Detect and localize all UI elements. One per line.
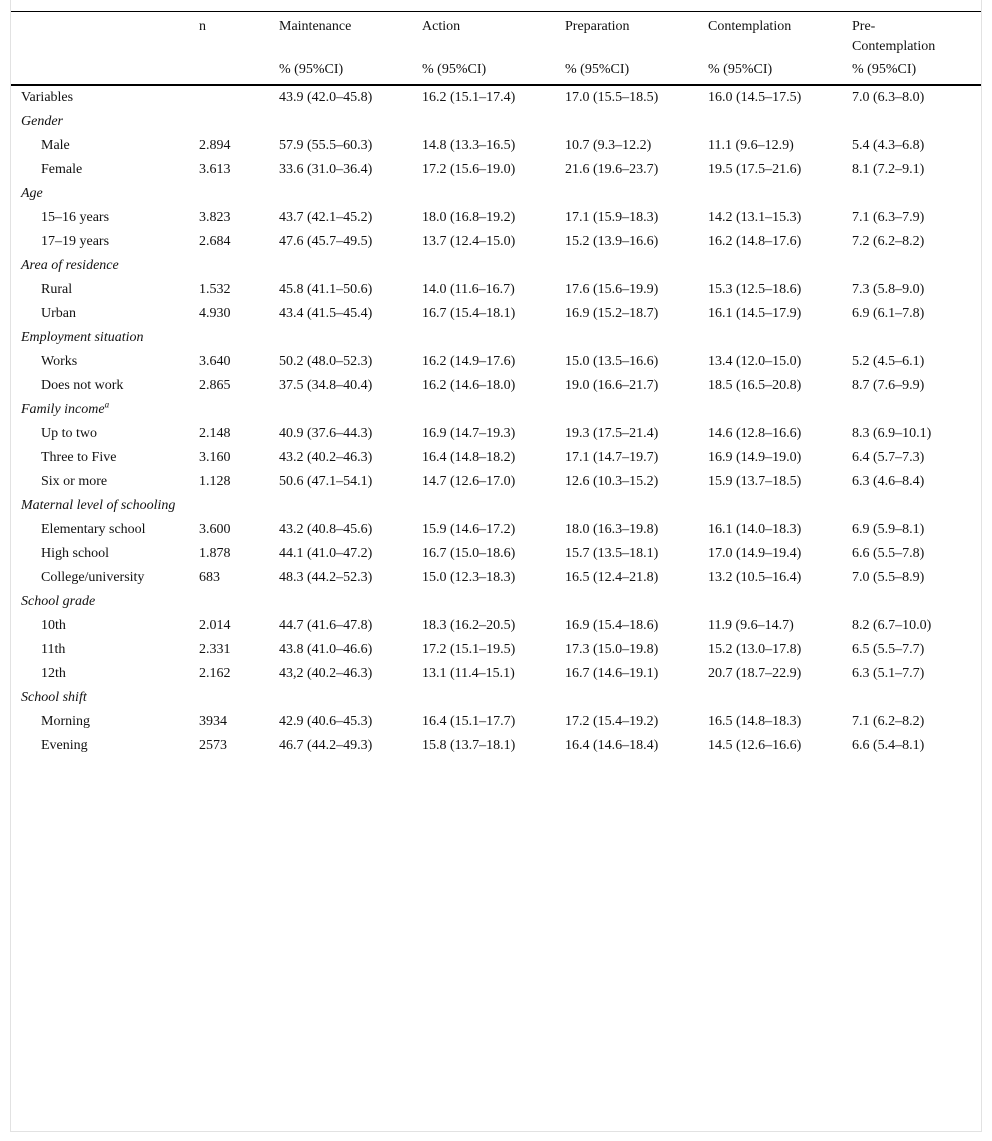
header-ci: % (95%CI) xyxy=(698,60,842,85)
section-row-family-income xyxy=(11,398,981,422)
cell-pre-contemplation: 6.3 (5.1–7.7) xyxy=(852,666,925,681)
row-label: Rural xyxy=(41,282,73,297)
header-preparation: Preparation xyxy=(555,12,698,61)
cell-preparation: 15.7 (13.5–18.1) xyxy=(565,546,659,561)
cell-contemplation: 15.3 (12.5–18.6) xyxy=(708,282,802,297)
cell-preparation: 12.6 (10.3–15.2) xyxy=(565,474,659,489)
row-label: Urban xyxy=(41,306,76,321)
header-ci: % (95%CI) xyxy=(412,60,555,85)
cell-preparation: 16.9 (15.4–18.6) xyxy=(565,618,659,633)
cell-contemplation: 11.1 (9.6–12.9) xyxy=(708,138,794,153)
cell-preparation: 17.6 (15.6–19.9) xyxy=(565,282,659,297)
cell-maintenance: 43.4 (41.5–45.4) xyxy=(279,306,373,321)
cell-action: 16.4 (15.1–17.7) xyxy=(422,714,516,729)
table-row xyxy=(11,278,981,302)
overall-maintenance: 43.9 (42.0–45.8) xyxy=(279,90,373,105)
cell-maintenance: 46.7 (44.2–49.3) xyxy=(279,738,373,753)
row-n: 3.160 xyxy=(199,450,231,465)
cell-pre-contemplation: 5.2 (4.5–6.1) xyxy=(852,354,925,369)
cell-pre-contemplation: 5.4 (4.3–6.8) xyxy=(852,138,925,153)
row-label: 15–16 years xyxy=(41,210,110,225)
header-ci: % (95%CI) xyxy=(269,60,412,85)
footnote-marker: a xyxy=(104,399,110,410)
cell-pre-contemplation: 6.3 (4.6–8.4) xyxy=(852,474,925,489)
table-body xyxy=(11,85,981,756)
row-label: 17–19 years xyxy=(41,234,110,249)
cell-preparation: 15.0 (13.5–16.6) xyxy=(565,354,659,369)
overall-pre-contemplation: 7.0 (6.3–8.0) xyxy=(852,90,925,105)
cell-pre-contemplation: 6.4 (5.7–7.3) xyxy=(852,450,925,465)
cell-contemplation: 19.5 (17.5–21.6) xyxy=(708,162,802,177)
cell-preparation: 19.0 (16.6–21.7) xyxy=(565,378,659,393)
cell-action: 14.0 (11.6–16.7) xyxy=(422,282,515,297)
cell-maintenance: 44.1 (41.0–47.2) xyxy=(279,546,373,561)
row-label: Six or more xyxy=(41,474,108,489)
overall-contemplation: 16.0 (14.5–17.5) xyxy=(708,90,802,105)
cell-pre-contemplation: 6.6 (5.4–8.1) xyxy=(852,738,925,753)
table-row xyxy=(11,446,981,470)
row-label: Does not work xyxy=(41,378,124,393)
row-n: 1.128 xyxy=(199,474,231,489)
cell-preparation: 10.7 (9.3–12.2) xyxy=(565,138,652,153)
cell-preparation: 16.4 (14.6–18.4) xyxy=(565,738,659,753)
section-row-employment-situation xyxy=(11,326,981,350)
cell-pre-contemplation: 7.2 (6.2–8.2) xyxy=(852,234,925,249)
cell-action: 16.9 (14.7–19.3) xyxy=(422,426,516,441)
table-row xyxy=(11,710,981,734)
row-n: 683 xyxy=(199,570,220,585)
cell-contemplation: 11.9 (9.6–14.7) xyxy=(708,618,794,633)
table-row xyxy=(11,470,981,494)
section-row-maternal-level-of-schooling xyxy=(11,494,981,518)
cell-preparation: 17.3 (15.0–19.8) xyxy=(565,642,659,657)
header-ci: % (95%CI) xyxy=(555,60,698,85)
cell-maintenance: 33.6 (31.0–36.4) xyxy=(279,162,373,177)
cell-maintenance: 57.9 (55.5–60.3) xyxy=(279,138,373,153)
cell-action: 13.7 (12.4–15.0) xyxy=(422,234,516,249)
cell-action: 15.8 (13.7–18.1) xyxy=(422,738,516,753)
overall-label: Variables xyxy=(21,90,74,105)
cell-preparation: 21.6 (19.6–23.7) xyxy=(565,162,659,177)
overall-action: 16.2 (15.1–17.4) xyxy=(422,90,516,105)
cell-maintenance: 43.8 (41.0–46.6) xyxy=(279,642,373,657)
row-label: Evening xyxy=(41,738,88,753)
table-row xyxy=(11,158,981,182)
row-n: 2573 xyxy=(199,738,227,753)
header-contemplation: Contemplation xyxy=(698,12,842,61)
overall-row xyxy=(11,85,981,110)
cell-pre-contemplation: 7.3 (5.8–9.0) xyxy=(852,282,925,297)
row-label: 12th xyxy=(41,666,66,681)
cell-contemplation: 16.1 (14.0–18.3) xyxy=(708,522,802,537)
cell-contemplation: 13.2 (10.5–16.4) xyxy=(708,570,802,585)
row-n: 2.684 xyxy=(199,234,231,249)
row-label: Morning xyxy=(41,714,90,729)
section-title: School shift xyxy=(21,690,87,705)
cell-pre-contemplation: 8.1 (7.2–9.1) xyxy=(852,162,925,177)
section-title: Area of residence xyxy=(21,258,119,273)
cell-preparation: 16.9 (15.2–18.7) xyxy=(565,306,659,321)
row-label: Female xyxy=(41,162,83,177)
row-n: 2.014 xyxy=(199,618,231,633)
header-maintenance: Maintenance xyxy=(269,12,412,61)
row-label: Elementary school xyxy=(41,522,146,537)
cell-contemplation: 14.5 (12.6–16.6) xyxy=(708,738,802,753)
cell-contemplation: 14.2 (13.1–15.3) xyxy=(708,210,802,225)
table-row xyxy=(11,566,981,590)
section-title: School grade xyxy=(21,594,96,609)
cell-pre-contemplation: 8.2 (6.7–10.0) xyxy=(852,618,932,633)
cell-maintenance: 47.6 (45.7–49.5) xyxy=(279,234,373,249)
cell-pre-contemplation: 8.3 (6.9–10.1) xyxy=(852,426,932,441)
cell-pre-contemplation: 6.5 (5.5–7.7) xyxy=(852,642,925,657)
section-title: Maternal level of schooling xyxy=(21,498,176,513)
cell-contemplation: 16.9 (14.9–19.0) xyxy=(708,450,802,465)
cell-pre-contemplation: 6.9 (6.1–7.8) xyxy=(852,306,925,321)
cell-contemplation: 15.9 (13.7–18.5) xyxy=(708,474,802,489)
cell-preparation: 19.3 (17.5–21.4) xyxy=(565,426,659,441)
stages-of-change-table xyxy=(11,11,981,756)
row-n: 3934 xyxy=(199,714,227,729)
table-row xyxy=(11,230,981,254)
row-n: 3.823 xyxy=(199,210,231,225)
cell-action: 16.2 (14.6–18.0) xyxy=(422,378,516,393)
row-n: 3.613 xyxy=(199,162,231,177)
cell-action: 15.0 (12.3–18.3) xyxy=(422,570,516,585)
cell-maintenance: 40.9 (37.6–44.3) xyxy=(279,426,373,441)
cell-action: 16.2 (14.9–17.6) xyxy=(422,354,516,369)
overall-n xyxy=(189,85,269,110)
cell-maintenance: 37.5 (34.8–40.4) xyxy=(279,378,373,393)
row-label: Three to Five xyxy=(41,450,117,465)
cell-action: 16.4 (14.8–18.2) xyxy=(422,450,516,465)
cell-preparation: 17.1 (14.7–19.7) xyxy=(565,450,659,465)
cell-contemplation: 20.7 (18.7–22.9) xyxy=(708,666,802,681)
row-n: 1.878 xyxy=(199,546,231,561)
row-n: 4.930 xyxy=(199,306,231,321)
table-row xyxy=(11,518,981,542)
cell-pre-contemplation: 7.1 (6.2–8.2) xyxy=(852,714,925,729)
cell-contemplation: 18.5 (16.5–20.8) xyxy=(708,378,802,393)
header-n: n xyxy=(189,12,269,61)
row-n: 2.148 xyxy=(199,426,231,441)
table-row xyxy=(11,302,981,326)
cell-preparation: 17.1 (15.9–18.3) xyxy=(565,210,659,225)
row-label: Up to two xyxy=(41,426,97,441)
header-blank xyxy=(11,12,189,61)
cell-preparation: 16.5 (12.4–21.8) xyxy=(565,570,659,585)
cell-action: 17.2 (15.6–19.0) xyxy=(422,162,516,177)
header-pre-contemplation: Pre- Contemplation xyxy=(842,12,981,61)
table-header xyxy=(11,12,981,86)
cell-pre-contemplation: 8.7 (7.6–9.9) xyxy=(852,378,925,393)
row-n: 2.865 xyxy=(199,378,231,393)
cell-contemplation: 16.5 (14.8–18.3) xyxy=(708,714,802,729)
cell-maintenance: 50.6 (47.1–54.1) xyxy=(279,474,373,489)
header-ci: % (95%CI) xyxy=(842,60,981,85)
table-row xyxy=(11,662,981,686)
section-title: Age xyxy=(21,186,43,201)
cell-maintenance: 43.7 (42.1–45.2) xyxy=(279,210,373,225)
cell-pre-contemplation: 7.0 (5.5–8.9) xyxy=(852,570,925,585)
cell-contemplation: 16.1 (14.5–17.9) xyxy=(708,306,802,321)
section-row-school-shift xyxy=(11,686,981,710)
table-row xyxy=(11,374,981,398)
section-title: Gender xyxy=(21,114,63,129)
table-row xyxy=(11,734,981,756)
cell-maintenance: 43.2 (40.2–46.3) xyxy=(279,450,373,465)
row-n: 2.331 xyxy=(199,642,231,657)
cell-maintenance: 42.9 (40.6–45.3) xyxy=(279,714,373,729)
cell-preparation: 15.2 (13.9–16.6) xyxy=(565,234,659,249)
row-label: 11th xyxy=(41,642,66,657)
cell-pre-contemplation: 6.9 (5.9–8.1) xyxy=(852,522,925,537)
row-n: 2.894 xyxy=(199,138,231,153)
table-frame xyxy=(10,0,982,1132)
header-row-stages xyxy=(11,12,981,61)
cell-maintenance: 50.2 (48.0–52.3) xyxy=(279,354,373,369)
row-label: High school xyxy=(41,546,110,561)
cell-maintenance: 45.8 (41.1–50.6) xyxy=(279,282,373,297)
row-label: College/university xyxy=(41,570,145,585)
cell-action: 14.8 (13.3–16.5) xyxy=(422,138,516,153)
row-n: 1.532 xyxy=(199,282,231,297)
section-title: Family income xyxy=(21,402,105,417)
cell-maintenance: 48.3 (44.2–52.3) xyxy=(279,570,373,585)
cell-maintenance: 43.2 (40.8–45.6) xyxy=(279,522,373,537)
cell-contemplation: 16.2 (14.8–17.6) xyxy=(708,234,802,249)
row-label: 10th xyxy=(41,618,66,633)
header-action: Action xyxy=(412,12,555,61)
section-row-area-of-residence xyxy=(11,254,981,278)
cell-action: 13.1 (11.4–15.1) xyxy=(422,666,515,681)
cell-action: 14.7 (12.6–17.0) xyxy=(422,474,516,489)
row-n: 3.600 xyxy=(199,522,231,537)
section-row-age xyxy=(11,182,981,206)
table-row xyxy=(11,206,981,230)
row-label: Male xyxy=(41,138,70,153)
cell-maintenance: 44.7 (41.6–47.8) xyxy=(279,618,373,633)
cell-action: 18.3 (16.2–20.5) xyxy=(422,618,516,633)
row-label: Works xyxy=(41,354,78,369)
cell-action: 16.7 (15.4–18.1) xyxy=(422,306,516,321)
row-n: 2.162 xyxy=(199,666,231,681)
section-title: Employment situation xyxy=(21,330,144,345)
cell-pre-contemplation: 6.6 (5.5–7.8) xyxy=(852,546,925,561)
table-row xyxy=(11,638,981,662)
overall-preparation: 17.0 (15.5–18.5) xyxy=(565,90,659,105)
cell-preparation: 16.7 (14.6–19.1) xyxy=(565,666,659,681)
cell-action: 17.2 (15.1–19.5) xyxy=(422,642,516,657)
cell-preparation: 17.2 (15.4–19.2) xyxy=(565,714,659,729)
cell-maintenance: 43,2 (40.2–46.3) xyxy=(279,666,373,681)
cell-pre-contemplation: 7.1 (6.3–7.9) xyxy=(852,210,925,225)
section-row-gender xyxy=(11,110,981,134)
table-row xyxy=(11,350,981,374)
row-n: 3.640 xyxy=(199,354,231,369)
table-row xyxy=(11,134,981,158)
cell-action: 15.9 (14.6–17.2) xyxy=(422,522,516,537)
table-row xyxy=(11,614,981,638)
cell-contemplation: 14.6 (12.8–16.6) xyxy=(708,426,802,441)
cell-preparation: 18.0 (16.3–19.8) xyxy=(565,522,659,537)
section-row-school-grade xyxy=(11,590,981,614)
header-row-ci xyxy=(11,60,981,85)
cell-action: 16.7 (15.0–18.6) xyxy=(422,546,516,561)
table-row xyxy=(11,422,981,446)
cell-contemplation: 13.4 (12.0–15.0) xyxy=(708,354,802,369)
cell-contemplation: 15.2 (13.0–17.8) xyxy=(708,642,802,657)
cell-contemplation: 17.0 (14.9–19.4) xyxy=(708,546,802,561)
cell-action: 18.0 (16.8–19.2) xyxy=(422,210,516,225)
table-row xyxy=(11,542,981,566)
